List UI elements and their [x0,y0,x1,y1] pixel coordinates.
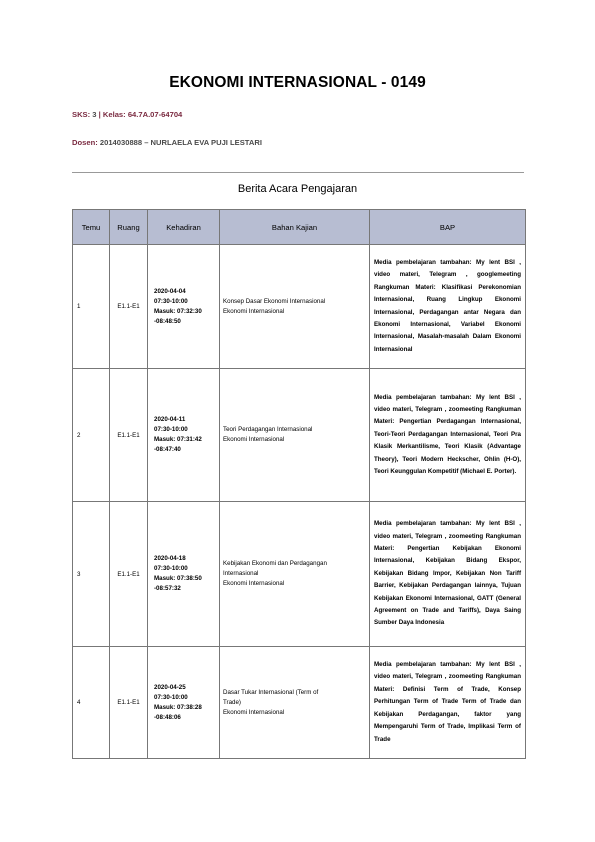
cell-bap: Media pembelajaran tambahan: My lent BSI , video materi, Telegram , zoomeeting Rangkuman Materi: Pengertian Kebijakan Ekonomi Internasional, Kebijakan Bidang Ekspor, Kebijakan Bidang Impor, Kebijakan Non Tariff Barrier, Kebijakan Perdagangan lainnya, Tujuan Kebijakan Ekonomi Internasional, GATT (General Agreement on Trade and Tariffs), Daya Saing Sumber Daya Indonesia [370,502,526,647]
bahan-line: Dasar Tukar Internasional (Term of [223,688,319,696]
kehadiran-out: -08:48:50 [154,317,181,325]
kehadiran-out: -08:48:06 [154,713,181,721]
bahan-line: Kebijakan Ekonomi dan Perdagangan [223,560,327,567]
header-kehadiran: Kehadiran [148,210,220,245]
bahan-line: Trade) [223,698,241,706]
kelas-label: Kelas: [102,110,126,119]
bahan-line: Ekonomi Internasional [223,436,285,443]
cell-temu: 4 [73,647,110,759]
header-bap: BAP [370,210,526,245]
kehadiran-in: Masuk: 07:38:50 [154,575,202,582]
kehadiran-time: 07:30-10:00 [154,297,188,305]
header-temu: Temu [73,210,110,245]
kehadiran-date: 2020-04-25 [154,683,186,691]
cell-ruang: E1.1-E1 [110,647,148,759]
cell-bahan-kajian [220,245,370,369]
cell-ruang: E1.1-E1 [110,502,148,647]
cell-kehadiran [148,369,220,502]
kehadiran-time: 07:30-10:00 [154,693,188,701]
table-row [73,245,526,369]
cell-bap: Media pembelajaran tambahan: My lent BSI , video materi, Telegram , googlemeeting Rangkuman Materi: Klasifikasi Perekonomian Internasional, Ruang Lingkup Ekonomi Internasional, Perdagangan antar Negara dan Ekonomi Internasional, Variabel Ekonomi Internasional, Masalah-masalah Dalam Ekonomi Internasional [370,245,526,369]
cell-bahan-kajian [220,502,370,647]
table-header-row [73,210,526,245]
cell-bahan-kajian [220,647,370,759]
cell-temu: 2 [73,369,110,502]
kehadiran-date: 2020-04-11 [154,416,186,423]
document-title: EKONOMI INTERNASIONAL - 0149 [169,74,426,91]
bahan-line: Ekonomi Internasional [223,708,285,716]
dosen-value: 2014030888 – NURLAELA EVA PUJI LESTARI [99,138,262,147]
kehadiran-in: Masuk: 07:31:42 [154,436,202,443]
table-row [73,647,526,759]
cell-temu: 3 [73,502,110,647]
kehadiran-out: -08:57:32 [154,585,181,592]
cell-kehadiran [148,502,220,647]
kehadiran-in: Masuk: 07:38:28 [154,703,202,711]
kehadiran-in: Masuk: 07:32:30 [154,307,202,315]
bahan-line: Internasional [223,570,259,577]
header-bahan-kajian: Bahan Kajian [220,210,370,245]
dosen-label: Dosen: [72,138,98,147]
bahan-line: Ekonomi Internasional [223,580,285,587]
cell-kehadiran [148,245,220,369]
bahan-line: Ekonomi Internasional [223,307,285,315]
kehadiran-time: 07:30-10:00 [154,426,188,433]
bahan-line: Teori Perdagangan Internasional [223,426,313,433]
kelas-value: 64.7A.07-64704 [127,110,183,119]
table-row [73,502,526,647]
cell-bap: Media pembelajaran tambahan: My lent BSI , video materi, Telegram , zoomeeting Rangkuman Materi: Definisi Term of Trade, Konsep Perhitungan Term of Trade Term of Trade dan Kebijakan Perdagangan, faktor yang Mempengaruhi Term of Trade, Implikasi Term of Trade [370,647,526,759]
header-ruang: Ruang [110,210,148,245]
meta-separator: | [98,110,101,119]
cell-temu: 1 [73,245,110,369]
sks-label: SKS: [72,110,91,119]
lecturer-meta [72,138,262,147]
bap-table [72,209,526,759]
kehadiran-date: 2020-04-04 [154,287,186,295]
kehadiran-out: -08:47:40 [154,446,181,453]
bahan-line: Konsep Dasar Ekonomi Internasional [223,297,326,305]
cell-kehadiran [148,647,220,759]
table-row [73,369,526,502]
kehadiran-date: 2020-04-18 [154,555,186,562]
course-meta [72,110,182,119]
kehadiran-time: 07:30-10:00 [154,565,188,572]
cell-ruang: E1.1-E1 [110,369,148,502]
divider [72,172,524,173]
cell-bahan-kajian [220,369,370,502]
section-title: Berita Acara Pengajaran [237,183,358,195]
cell-ruang: E1.1-E1 [110,245,148,369]
cell-bap: Media pembelajaran tambahan: My lent BSI , video materi, Telegram , zoomeeting Rangkuman Materi: Pengertian Perdagangan Internasional, Teori-Teori Perdagangan Internasional, Teori Pra Klasik Merkantilisme, Teori Klasik (Advantage Theory), Teori Modern Heckscher, Ohlin (H-O), Teori Keunggulan Kompetitif (Michael E. Porter). [370,369,526,502]
sks-value: 3 [92,110,97,119]
